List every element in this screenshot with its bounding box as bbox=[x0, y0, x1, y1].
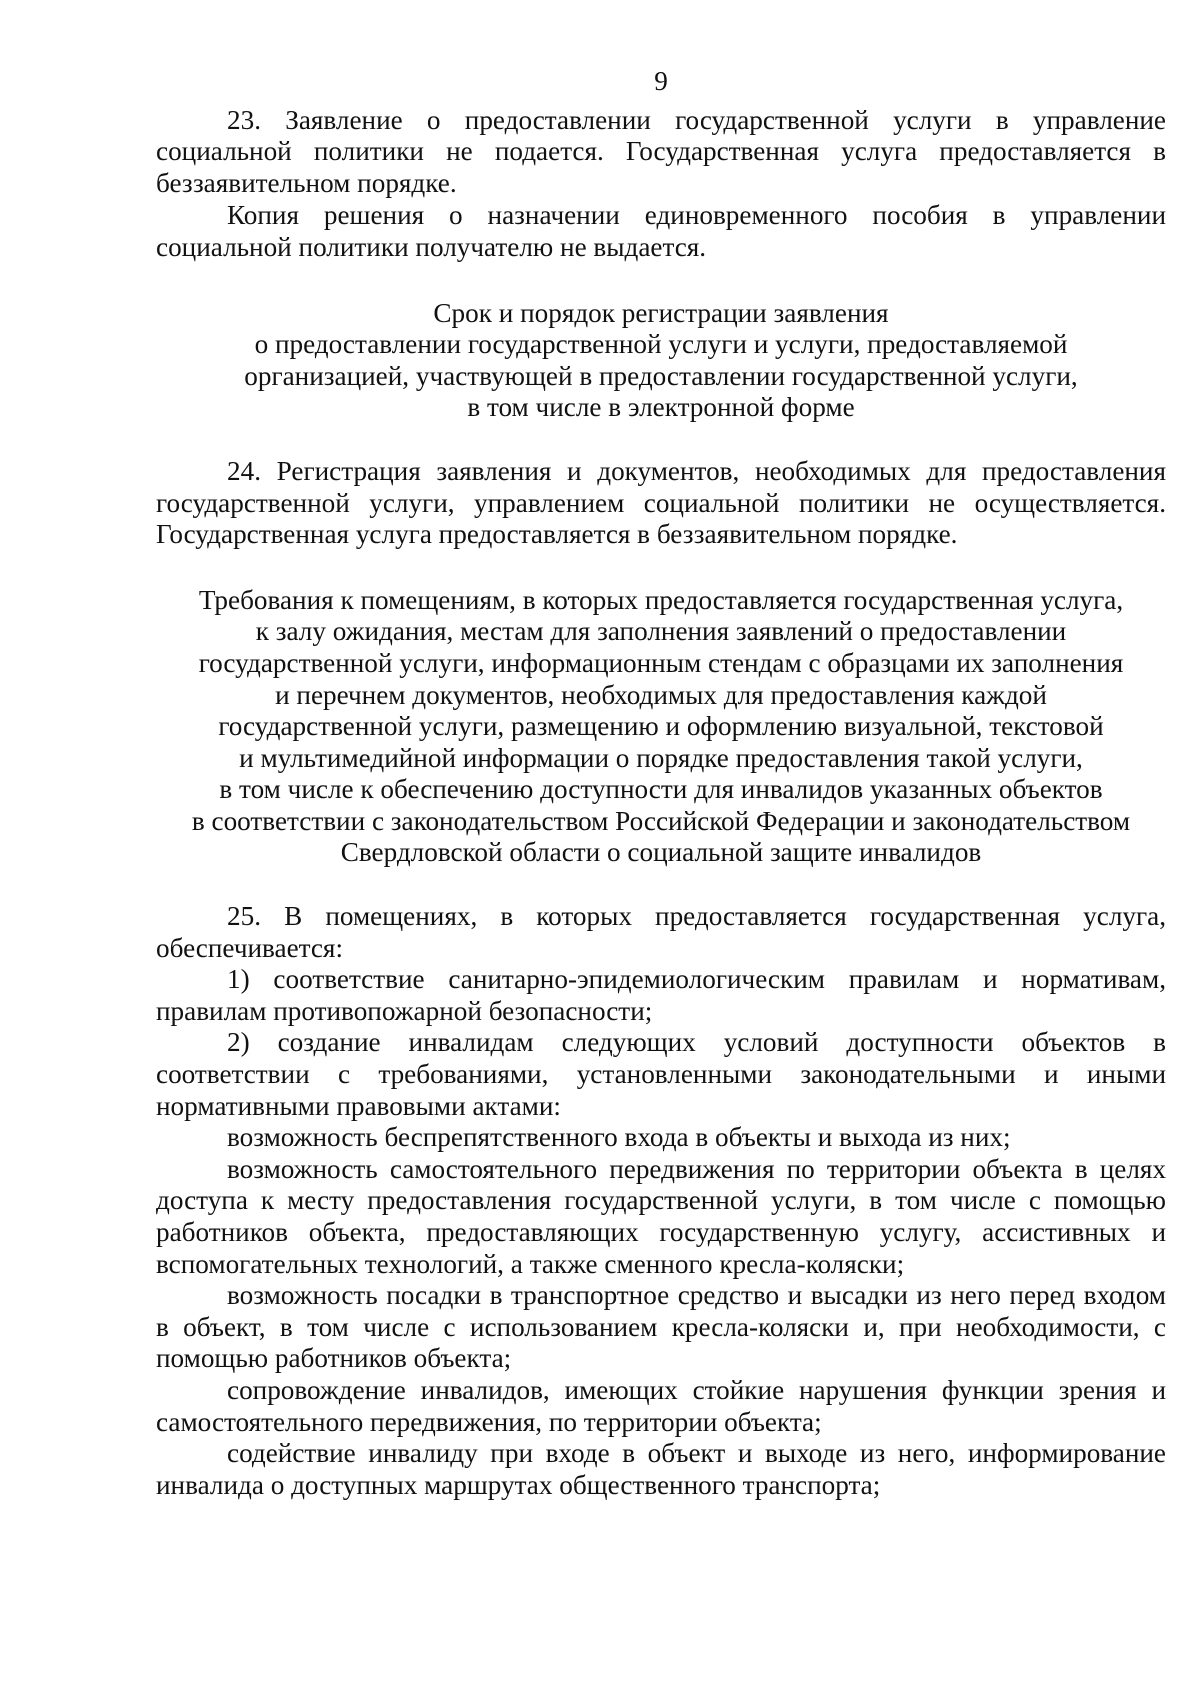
paragraph-23-copy-decision: Копия решения о назначении единовременного пособия в управлении социальной политики получателю не выдается. bbox=[156, 200, 1166, 262]
heading-requirements-line: и мультимедийной информации о порядке предоставления такой услуги, bbox=[239, 742, 1083, 773]
list-item-entry-assistance: содействие инвалиду при входе в объект и выходе из него, информирование инвалида о доступных маршрутах общественного транспорта; bbox=[156, 1438, 1166, 1500]
heading-requirements bbox=[156, 585, 1166, 869]
heading-requirements-line: к залу ожидания, местам для заполнения заявлений о предоставлении bbox=[255, 616, 1067, 647]
list-item-independent-movement: возможность самостоятельного передвижения по территории объекта в целях доступа к месту предоставления государственной услуги, в том числе с помощью работников объекта, предоставляющих государственную услугу, ассистивных и вспомогательных технологий, а также сменного кресла-коляски; bbox=[156, 1153, 1166, 1279]
page-number: 9 bbox=[654, 66, 668, 96]
heading-requirements-line: Требования к помещениям, в которых предоставляется государственная услуга, bbox=[198, 584, 1124, 615]
paragraph-23-main: 23. Заявление о предоставлении государственной услуги в управление социальной политики не подается. Государственная услуга предоставляется в беззаявительном порядке. bbox=[156, 104, 1166, 198]
list-item-transport-boarding: возможность посадки в транспортное средство и высадки из него перед входом в объект, в том числе с использованием кресла-коляски и, при необходимости, с помощью работников объекта; bbox=[156, 1280, 1166, 1374]
heading-requirements-line: Свердловской области о социальной защите инвалидов bbox=[340, 837, 982, 868]
document-page bbox=[156, 66, 1166, 1501]
list-item-unobstructed-entry: возможность беспрепятственного входа в объекты и выхода из них; bbox=[227, 1122, 1011, 1153]
heading-registration-line: о предоставлении государственной услуги и услуги, предоставляемой bbox=[254, 329, 1068, 360]
list-item-accessibility-conditions: 2) создание инвалидам следующих условий доступности объектов в соответствии с требованиями, установленными законодательными и иными нормативными правовыми актами: bbox=[156, 1027, 1166, 1121]
heading-registration-line: в том числе в электронной форме bbox=[467, 392, 855, 423]
heading-registration bbox=[156, 298, 1166, 424]
heading-requirements-line: и перечнем документов, необходимых для предоставления каждой bbox=[275, 679, 1047, 710]
heading-registration-line: Срок и порядок регистрации заявления bbox=[433, 297, 889, 328]
heading-requirements-line: государственной услуги, информационным стендам с образцами их заполнения bbox=[198, 647, 1124, 678]
list-item-sanitary-compliance: 1) соответствие санитарно-эпидемиологическим правилам и нормативам, правилам противопожарной безопасности; bbox=[156, 964, 1166, 1026]
heading-requirements-line: в соответствии с законодательством Российской Федерации и законодательством bbox=[191, 805, 1131, 836]
paragraph-25-intro: 25. В помещениях, в которых предоставляется государственная услуга, обеспечивается: bbox=[156, 901, 1166, 963]
heading-requirements-line: государственной услуги, размещению и оформлению визуальной, текстовой bbox=[218, 711, 1104, 742]
heading-requirements-line: в том числе к обеспечению доступности для инвалидов указанных объектов bbox=[219, 774, 1103, 805]
paragraph-24: 24. Регистрация заявления и документов, необходимых для предоставления государственной услуги, управлением социальной политики не осуществляется. Государственная услуга предоставляется в беззаявительном порядке. bbox=[156, 455, 1166, 550]
heading-registration-line: организацией, участвующей в предоставлении государственной услуги, bbox=[244, 360, 1078, 391]
list-item-escort-visually-impaired: сопровождение инвалидов, имеющих стойкие нарушения функции зрения и самостоятельного передвижения, по территории объекта; bbox=[156, 1374, 1166, 1437]
